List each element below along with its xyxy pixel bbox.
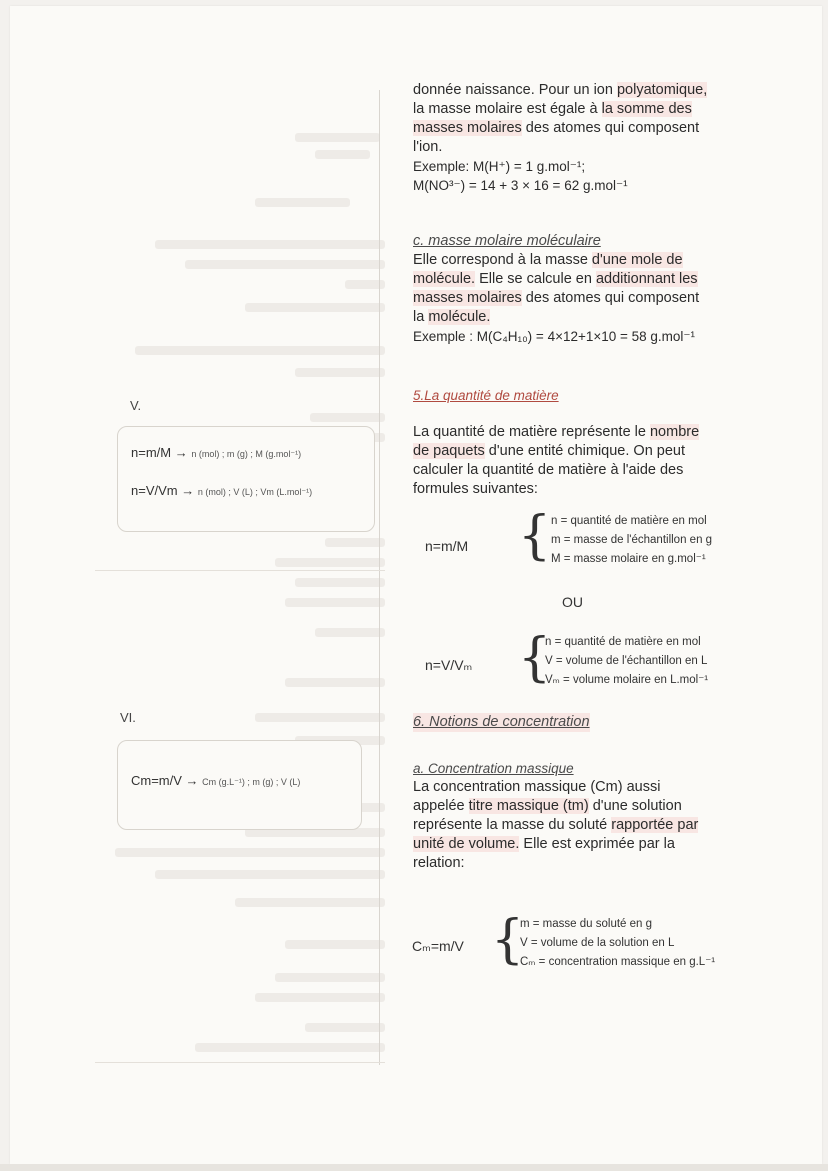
definition-item: m = masse de l'échantillon en g — [551, 534, 713, 546]
concentration-title: 6. Notions de concentration — [413, 714, 590, 730]
summary-formula-line — [131, 445, 301, 460]
text-line: appelée titre massique (tm) d'une solution — [413, 798, 682, 814]
text-line: donnée naissance. Pour un ion polyatomique, — [413, 82, 708, 98]
ghost-rule — [95, 1062, 385, 1063]
definition-list — [545, 633, 708, 690]
summary-units: n (mol) ; m (g) ; M (g.mol⁻¹) — [191, 449, 302, 459]
brace-icon: { — [491, 910, 525, 970]
definition-item: m = masse du soluté en g — [520, 918, 653, 930]
definition-item: M = masse molaire en g.mol⁻¹ — [551, 553, 706, 565]
formula-n-m-M: n=m/M — [425, 538, 469, 554]
section-vi-label: VI. — [120, 710, 136, 725]
definition-list — [551, 512, 712, 569]
text-line: l'ion. — [413, 139, 443, 155]
arrow-icon: → — [185, 773, 199, 788]
page-fold-line — [379, 90, 380, 1065]
text-line: molécule. Elle se calcule en additionnant les — [413, 271, 698, 287]
molecular-title: c. masse molaire moléculaire — [413, 233, 601, 249]
definition-item: V = volume de la solution en L — [520, 937, 675, 949]
definition-item: V = volume de l'échantillon en L — [545, 655, 708, 667]
summary-formula-line — [131, 483, 312, 498]
arrow-icon: → — [174, 445, 188, 460]
brace-icon: { — [518, 628, 552, 688]
text-line: masses molaires des atomes qui composent — [413, 290, 700, 306]
concentration-title-wrap — [413, 713, 773, 732]
or-label: OU — [562, 594, 583, 610]
ghost-rule — [95, 570, 385, 571]
quantity-paragraph — [413, 423, 773, 499]
example-line: Exemple: M(H⁺) = 1 g.mol⁻¹; — [413, 159, 586, 174]
definition-item: n = quantité de matière en mol — [551, 515, 707, 527]
text-line: Elle correspond à la masse d'une mole de — [413, 252, 683, 268]
summary-formula: Cm=m/V — [131, 773, 182, 788]
formula-Cm-m-V: Cₘ=m/V — [412, 938, 464, 954]
text-line: La quantité de matière représente le nombre — [413, 424, 700, 440]
example-line: M(NO³⁻) = 14 + 3 × 16 = 62 g.mol⁻¹ — [413, 178, 628, 193]
text-line: La concentration massique (Cm) aussi — [413, 779, 661, 795]
molecular-section — [413, 232, 773, 346]
text-line: masses molaires des atomes qui composent — [413, 120, 700, 136]
brace-icon: { — [518, 506, 552, 566]
quantity-title: 5.La quantité de matière — [413, 388, 559, 403]
example-line: Exemple : M(C₄H₁₀) = 4×12+1×10 = 58 g.mol⁻¹ — [413, 329, 696, 344]
text-line: relation: — [413, 855, 465, 871]
summary-formula-line — [131, 773, 300, 788]
concentration-subtitle: a. Concentration massique — [413, 761, 574, 776]
definition-item: Cₘ = concentration massique en g.L⁻¹ — [520, 956, 716, 968]
section-v-label: V. — [130, 398, 142, 413]
formula-box-v — [117, 426, 375, 532]
text-line: la molécule. — [413, 309, 491, 325]
text-line: la masse molaire est égale à la somme des — [413, 101, 692, 117]
summary-units: n (mol) ; V (L) ; Vm (L.mol⁻¹) — [197, 487, 313, 497]
summary-formula: n=m/M — [131, 445, 172, 460]
definition-item: Vₘ = volume molaire en L.mol⁻¹ — [545, 674, 709, 686]
summary-formula: n=V/Vm — [131, 483, 178, 498]
text-line: formules suivantes: — [413, 481, 538, 497]
text-line: calculer la quantité de matière à l'aide des — [413, 462, 684, 478]
page-bottom-edge — [0, 1164, 828, 1171]
definition-item: n = quantité de matière en mol — [545, 636, 701, 648]
text-line: représente la masse du soluté rapportée par — [413, 817, 699, 833]
concentration-paragraph — [413, 759, 773, 873]
intro-paragraph — [413, 81, 773, 195]
quantity-title-wrap — [413, 386, 773, 405]
definition-list — [520, 915, 715, 972]
text-line: unité de volume. Elle est exprimée par la — [413, 836, 675, 852]
text-line: de paquets d'une entité chimique. On peut — [413, 443, 686, 459]
formula-n-V-Vm: n=V/Vₘ — [425, 657, 473, 673]
summary-units: Cm (g.L⁻¹) ; m (g) ; V (L) — [202, 777, 301, 787]
arrow-icon: → — [181, 483, 195, 498]
bleed-through-text — [95, 88, 385, 1063]
